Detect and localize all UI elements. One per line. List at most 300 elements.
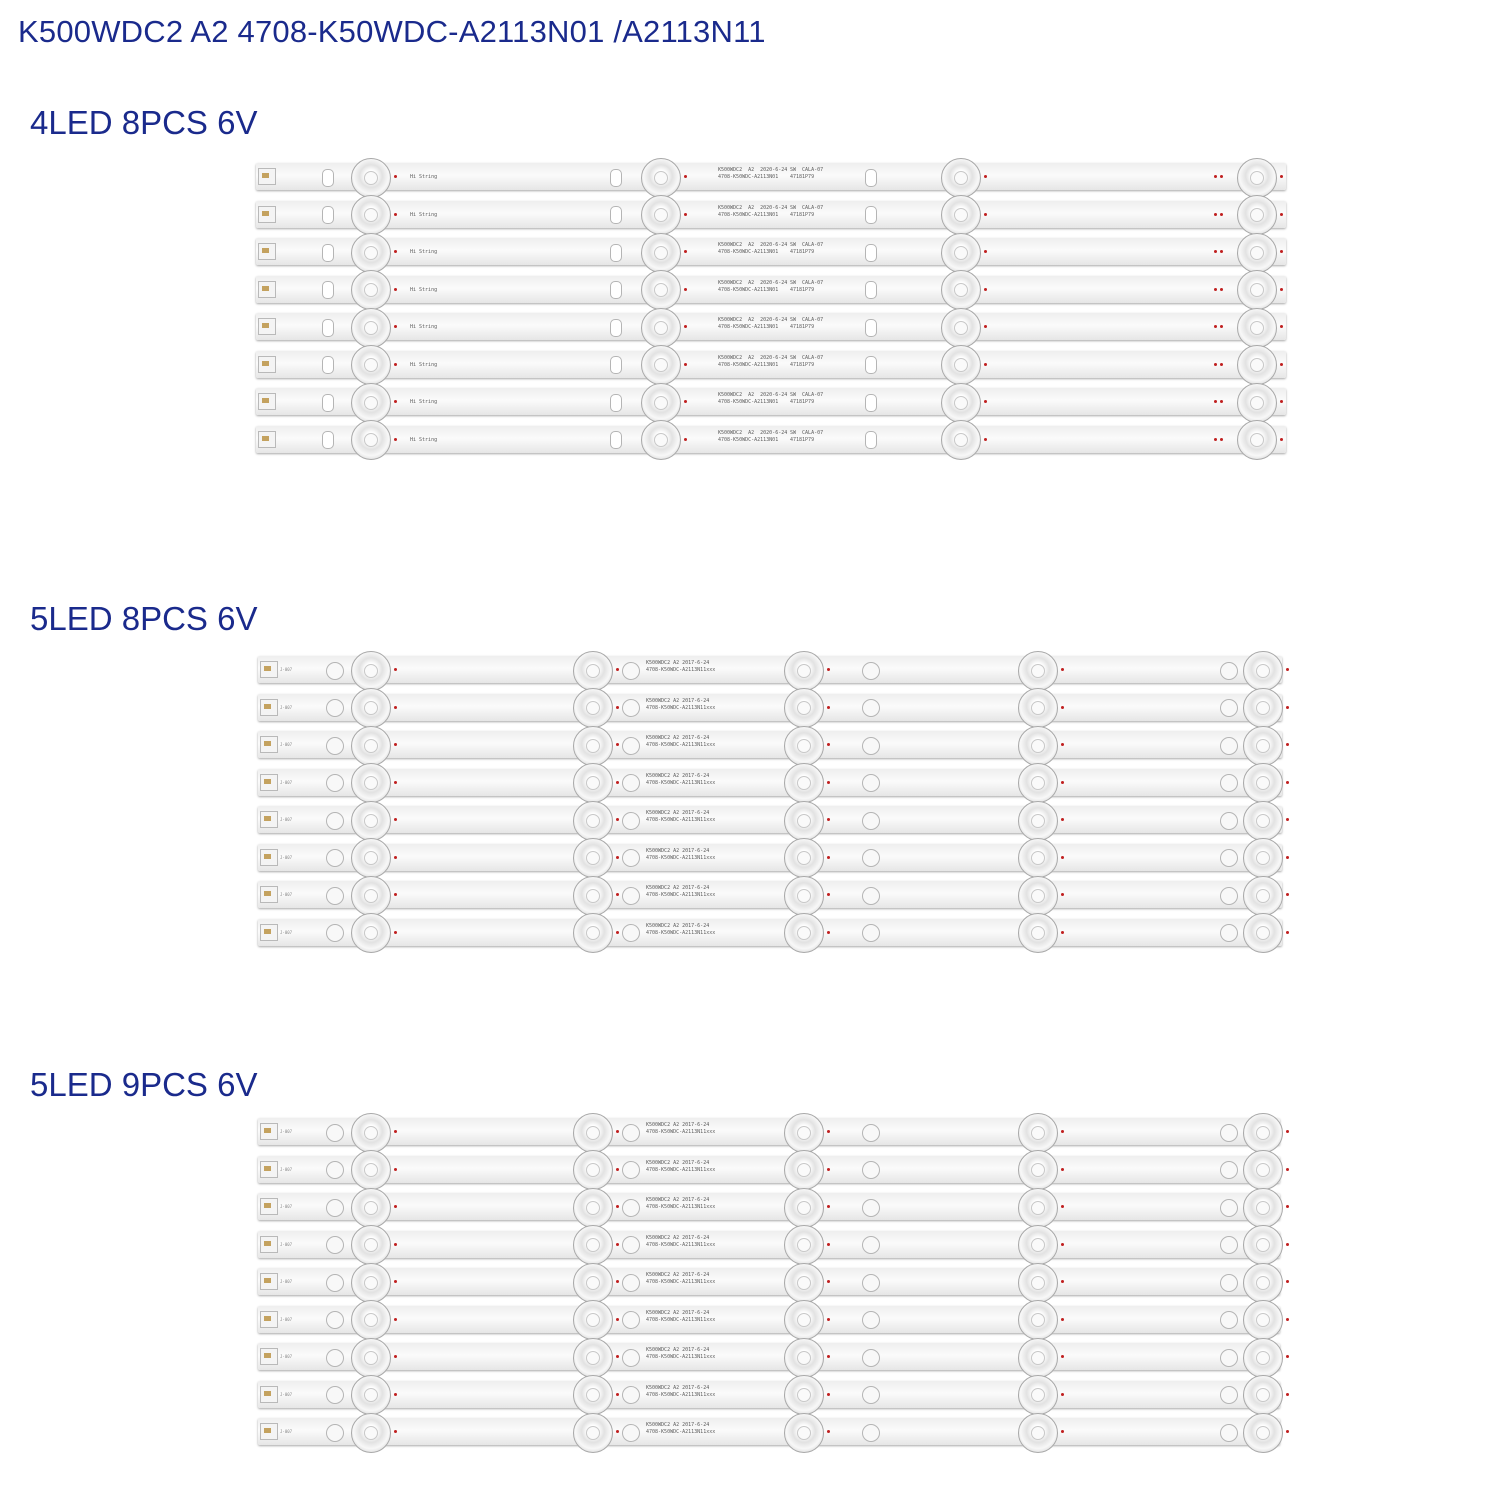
marker-dot-icon <box>1214 175 1217 178</box>
marker-dot-icon <box>1280 363 1283 366</box>
silkscreen-line-2: 4708-K50WDC-A2113N01 <box>718 249 779 255</box>
connector-code: J-007 <box>280 667 293 672</box>
marker-dot-icon <box>1280 325 1283 328</box>
mounting-hole-icon <box>865 431 877 449</box>
silkscreen-code <box>790 242 823 256</box>
mounting-ring-icon <box>326 1311 344 1329</box>
silkscreen-line-1: K500WDC2 A2 2017-6-24 <box>646 1309 710 1316</box>
silkscreen-line-1: K500WDC2 A2 2017-6-24 <box>646 1197 710 1203</box>
led-strip <box>258 1118 1280 1145</box>
marker-dot-icon <box>1286 1318 1289 1321</box>
led-lens-icon <box>1018 1338 1058 1378</box>
silkscreen-line-1: K500WDC2 A2 2017-6-24 <box>646 1159 710 1166</box>
led-lens-icon <box>784 913 824 953</box>
mounting-ring-icon <box>862 1424 880 1442</box>
mounting-ring-icon <box>326 699 344 717</box>
marker-dot-icon <box>616 706 619 709</box>
mounting-ring-icon <box>1220 1199 1238 1217</box>
marker-dot-icon <box>1220 213 1223 216</box>
marker-dot-icon <box>1286 1280 1289 1283</box>
mounting-hole-icon <box>610 394 622 412</box>
silkscreen-label <box>646 698 715 712</box>
silkscreen-code <box>790 167 823 181</box>
marker-dot-icon <box>616 1168 619 1171</box>
marker-dot-icon <box>1286 931 1289 934</box>
marker-dot-icon <box>1061 1130 1064 1133</box>
marker-dot-icon <box>827 668 830 671</box>
silkscreen-line-2: 4708-K50WDC-A2113N11xxx <box>646 742 716 748</box>
connector-code: J-007 <box>280 1354 293 1359</box>
silkscreen-line-1: K500WDC2 A2 2020-6-24 <box>718 242 788 248</box>
mounting-ring-icon <box>1220 1424 1238 1442</box>
marker-dot-icon <box>616 1280 619 1283</box>
silkscreen-line-2: 4708-K50WDC-A2113N11xxx <box>646 1204 716 1210</box>
led-lens-icon <box>573 1413 613 1453</box>
mounting-ring-icon <box>622 849 640 867</box>
marker-dot-icon <box>1214 288 1217 291</box>
silkscreen-line-1: K500WDC2 A2 2017-6-24 <box>646 810 710 816</box>
led-lens-icon <box>1237 345 1277 385</box>
mounting-hole-icon <box>610 206 622 224</box>
marker-dot-icon <box>1286 781 1289 784</box>
mounting-ring-icon <box>326 1349 344 1367</box>
led-lens-icon <box>1243 838 1283 878</box>
marker-dot-icon <box>1280 438 1283 441</box>
silkscreen-line-1: K500WDC2 A2 2017-6-24 <box>646 847 710 854</box>
silkscreen-code-line-1: SW CALA-07 <box>790 354 824 361</box>
led-lens-icon <box>1018 801 1058 841</box>
marker-dot-icon <box>1220 363 1223 366</box>
mounting-ring-icon <box>622 737 640 755</box>
led-lens-icon <box>1243 763 1283 803</box>
mounting-ring-icon <box>862 1386 880 1404</box>
silkscreen-label <box>718 392 787 406</box>
connector-icon <box>260 699 278 716</box>
marker-dot-icon <box>394 781 397 784</box>
marker-dot-icon <box>1286 1243 1289 1246</box>
silkscreen-line-1: K500WDC2 A2 2017-6-24 <box>646 1384 710 1391</box>
led-lens-icon <box>1243 1225 1283 1265</box>
led-lens-icon <box>1018 1225 1058 1265</box>
mounting-hole-icon <box>322 319 334 337</box>
section-label-5led-9pcs: 5LED 9PCS 6V <box>30 1066 258 1103</box>
silkscreen-line-2: 4708-K50WDC-A2113N11xxx <box>646 1129 716 1135</box>
mounting-ring-icon <box>1220 1349 1238 1367</box>
marker-dot-icon <box>1214 438 1217 441</box>
led-lens-icon <box>1243 913 1283 953</box>
led-lens-icon <box>351 913 391 953</box>
mounting-hole-icon <box>610 356 622 374</box>
silkscreen-label <box>646 923 715 937</box>
led-lens-icon <box>1018 1188 1058 1228</box>
mounting-hole-icon <box>865 169 877 187</box>
led-strip <box>258 769 1282 796</box>
silkscreen-label <box>718 317 787 331</box>
silkscreen-code-line-1: SW CALA-07 <box>790 167 824 173</box>
led-lens-icon <box>351 726 391 766</box>
mounting-hole-icon <box>865 394 877 412</box>
silkscreen-line-2: 4708-K50WDC-A2113N11xxx <box>646 929 716 936</box>
marker-dot-icon <box>394 400 397 403</box>
mounting-ring-icon <box>862 924 880 942</box>
led-lens-icon <box>1243 1375 1283 1415</box>
marker-dot-icon <box>394 1393 397 1396</box>
led-lens-icon <box>1243 688 1283 728</box>
silkscreen-line-2: 4708-K50WDC-A2113N01 <box>718 361 779 368</box>
led-strip <box>258 1418 1280 1445</box>
marker-dot-icon <box>1220 250 1223 253</box>
mounting-ring-icon <box>326 1199 344 1217</box>
marker-dot-icon <box>1061 893 1064 896</box>
marker-dot-icon <box>984 213 987 216</box>
mounting-ring-icon <box>1220 1124 1238 1142</box>
marker-dot-icon <box>616 931 619 934</box>
section-label-5led-8pcs: 5LED 8PCS 6V <box>30 600 258 637</box>
led-lens-icon <box>1243 1113 1283 1153</box>
mounting-ring-icon <box>622 1274 640 1292</box>
silkscreen-code <box>790 430 823 444</box>
led-lens-icon <box>941 345 981 385</box>
led-lens-icon <box>351 1113 391 1153</box>
led-lens-icon <box>573 1113 613 1153</box>
mounting-ring-icon <box>326 1274 344 1292</box>
marker-dot-icon <box>1214 363 1217 366</box>
mounting-ring-icon <box>326 1424 344 1442</box>
led-lens-icon <box>941 158 981 198</box>
mounting-ring-icon <box>862 1274 880 1292</box>
led-strip <box>258 919 1282 946</box>
mounting-ring-icon <box>622 924 640 942</box>
led-strip <box>258 806 1282 833</box>
led-lens-icon <box>941 233 981 273</box>
connector-icon <box>260 774 278 791</box>
led-lens-icon <box>573 763 613 803</box>
marker-dot-icon <box>1061 668 1064 671</box>
led-lens-icon <box>1018 913 1058 953</box>
marker-dot-icon <box>1061 1430 1064 1433</box>
silkscreen-line-1: K500WDC2 A2 2017-6-24 <box>646 1422 710 1428</box>
marker-dot-icon <box>1061 1355 1064 1358</box>
silkscreen-label <box>646 1347 715 1361</box>
marker-dot-icon <box>684 213 687 216</box>
marker-dot-icon <box>1286 856 1289 859</box>
led-lens-icon <box>573 876 613 916</box>
connector-icon <box>260 1311 278 1328</box>
led-lens-icon <box>1018 688 1058 728</box>
mounting-ring-icon <box>862 737 880 755</box>
led-lens-icon <box>351 801 391 841</box>
mounting-ring-icon <box>862 849 880 867</box>
led-lens-icon <box>641 308 681 348</box>
led-strip <box>256 163 1286 190</box>
marker-dot-icon <box>394 1243 397 1246</box>
silkscreen-line-1: K500WDC2 A2 2017-6-24 <box>646 1272 710 1278</box>
connector-icon <box>258 281 276 298</box>
led-lens-icon <box>1243 1150 1283 1190</box>
marker-dot-icon <box>684 250 687 253</box>
led-lens-icon <box>641 233 681 273</box>
section-label-4led-8pcs: 4LED 8PCS 6V <box>30 104 258 141</box>
connector-icon <box>258 206 276 223</box>
silkscreen-code <box>790 355 823 369</box>
led-lens-icon <box>573 801 613 841</box>
silkscreen-code-line-2: 47181P79 <box>790 436 815 443</box>
silkscreen-small-text: Hi String <box>410 436 438 443</box>
silkscreen-line-1: K500WDC2 A2 2017-6-24 <box>646 1122 710 1128</box>
led-strip <box>256 388 1286 415</box>
mounting-hole-icon <box>322 206 334 224</box>
mounting-ring-icon <box>326 849 344 867</box>
led-lens-icon <box>1018 726 1058 766</box>
mounting-hole-icon <box>610 281 622 299</box>
silkscreen-code-line-1: SW CALA-07 <box>790 429 824 436</box>
silkscreen-line-2: 4708-K50WDC-A2113N11xxx <box>646 1166 716 1173</box>
led-lens-icon <box>1237 270 1277 310</box>
mounting-ring-icon <box>326 887 344 905</box>
marker-dot-icon <box>1280 250 1283 253</box>
led-lens-icon <box>784 726 824 766</box>
marker-dot-icon <box>1220 400 1223 403</box>
silkscreen-line-1: K500WDC2 A2 2020-6-24 <box>718 167 788 173</box>
silkscreen-code-line-2: 47181P79 <box>790 324 815 330</box>
led-lens-icon <box>573 1338 613 1378</box>
connector-icon <box>258 393 276 410</box>
silkscreen-small-text: Hi String <box>410 174 438 180</box>
led-lens-icon <box>573 651 613 691</box>
led-lens-icon <box>784 1225 824 1265</box>
silkscreen-line-2: 4708-K50WDC-A2113N01 <box>718 324 779 330</box>
connector-icon <box>260 1423 278 1440</box>
marker-dot-icon <box>827 1393 830 1396</box>
marker-dot-icon <box>1061 1318 1064 1321</box>
marker-dot-icon <box>616 781 619 784</box>
mounting-ring-icon <box>862 887 880 905</box>
silkscreen-code <box>790 205 823 219</box>
connector-icon <box>260 661 278 678</box>
mounting-hole-icon <box>865 356 877 374</box>
mounting-ring-icon <box>862 699 880 717</box>
led-lens-icon <box>1243 651 1283 691</box>
silkscreen-line-1: K500WDC2 A2 2020-6-24 <box>718 317 788 323</box>
led-lens-icon <box>351 195 391 235</box>
led-lens-icon <box>351 876 391 916</box>
mounting-ring-icon <box>1220 924 1238 942</box>
mounting-hole-icon <box>610 244 622 262</box>
silkscreen-label <box>646 1310 715 1324</box>
marker-dot-icon <box>616 1318 619 1321</box>
mounting-ring-icon <box>326 737 344 755</box>
marker-dot-icon <box>394 856 397 859</box>
silkscreen-code-line-2: 47181P79 <box>790 249 815 255</box>
led-strip <box>258 1156 1280 1183</box>
title: K500WDC2 A2 4708-K50WDC-A2113N01 /A2113N11 <box>18 14 766 49</box>
led-lens-icon <box>1243 1263 1283 1303</box>
marker-dot-icon <box>1214 400 1217 403</box>
connector-icon <box>260 849 278 866</box>
led-lens-icon <box>351 233 391 273</box>
mounting-ring-icon <box>326 1236 344 1254</box>
silkscreen-line-1: K500WDC2 A2 2017-6-24 <box>646 735 710 741</box>
connector-code: J-007 <box>280 1279 293 1284</box>
mounting-ring-icon <box>1220 849 1238 867</box>
marker-dot-icon <box>1220 288 1223 291</box>
connector-icon <box>260 924 278 941</box>
silkscreen-code-line-1: SW CALA-07 <box>790 317 824 323</box>
silkscreen-line-1: K500WDC2 A2 2017-6-24 <box>646 772 710 779</box>
marker-dot-icon <box>394 1168 397 1171</box>
led-lens-icon <box>784 763 824 803</box>
marker-dot-icon <box>984 325 987 328</box>
led-lens-icon <box>351 383 391 423</box>
led-lens-icon <box>351 1263 391 1303</box>
mounting-ring-icon <box>622 699 640 717</box>
led-strip <box>256 313 1286 340</box>
led-lens-icon <box>573 838 613 878</box>
mounting-ring-icon <box>326 1386 344 1404</box>
silkscreen-line-2: 4708-K50WDC-A2113N11xxx <box>646 854 716 861</box>
led-lens-icon <box>573 1300 613 1340</box>
connector-icon <box>260 1273 278 1290</box>
mounting-ring-icon <box>1220 1274 1238 1292</box>
marker-dot-icon <box>1280 400 1283 403</box>
led-lens-icon <box>1237 158 1277 198</box>
silkscreen-label <box>646 1385 715 1399</box>
marker-dot-icon <box>394 1205 397 1208</box>
marker-dot-icon <box>1214 325 1217 328</box>
marker-dot-icon <box>827 1430 830 1433</box>
marker-dot-icon <box>827 1168 830 1171</box>
marker-dot-icon <box>684 288 687 291</box>
marker-dot-icon <box>394 438 397 441</box>
marker-dot-icon <box>984 400 987 403</box>
mounting-ring-icon <box>1220 1386 1238 1404</box>
mounting-ring-icon <box>622 1311 640 1329</box>
silkscreen-label <box>646 1235 715 1249</box>
mounting-ring-icon <box>1220 662 1238 680</box>
mounting-ring-icon <box>862 1349 880 1367</box>
marker-dot-icon <box>827 856 830 859</box>
silkscreen-label <box>718 167 787 181</box>
marker-dot-icon <box>394 668 397 671</box>
silkscreen-small-text: Hi String <box>410 361 438 368</box>
marker-dot-icon <box>827 1318 830 1321</box>
silkscreen-line-2: 4708-K50WDC-A2113N11xxx <box>646 817 716 823</box>
led-lens-icon <box>641 158 681 198</box>
led-strip <box>258 731 1282 758</box>
mounting-ring-icon <box>862 774 880 792</box>
led-lens-icon <box>1018 651 1058 691</box>
silkscreen-label <box>646 1422 715 1436</box>
silkscreen-label <box>646 660 715 674</box>
silkscreen-code <box>790 280 823 294</box>
silkscreen-label <box>718 355 787 369</box>
marker-dot-icon <box>827 1243 830 1246</box>
connector-icon <box>258 431 276 448</box>
marker-dot-icon <box>1220 438 1223 441</box>
led-lens-icon <box>941 195 981 235</box>
mounting-ring-icon <box>862 1124 880 1142</box>
marker-dot-icon <box>1061 706 1064 709</box>
marker-dot-icon <box>1061 1393 1064 1396</box>
silkscreen-label <box>646 848 715 862</box>
marker-dot-icon <box>394 706 397 709</box>
connector-icon <box>260 1236 278 1253</box>
silkscreen-line-1: K500WDC2 A2 2020-6-24 <box>718 204 788 211</box>
marker-dot-icon <box>616 1355 619 1358</box>
marker-dot-icon <box>616 1205 619 1208</box>
marker-dot-icon <box>394 1430 397 1433</box>
silkscreen-code-line-2: 47181P79 <box>790 399 815 405</box>
marker-dot-icon <box>1220 325 1223 328</box>
marker-dot-icon <box>827 818 830 821</box>
silkscreen-line-2: 4708-K50WDC-A2113N11xxx <box>646 1354 716 1360</box>
silkscreen-small-text: Hi String <box>410 399 438 405</box>
mounting-ring-icon <box>622 1386 640 1404</box>
marker-dot-icon <box>827 706 830 709</box>
led-lens-icon <box>1237 195 1277 235</box>
marker-dot-icon <box>1061 781 1064 784</box>
led-lens-icon <box>941 270 981 310</box>
led-lens-icon <box>941 308 981 348</box>
mounting-hole-icon <box>865 319 877 337</box>
led-lens-icon <box>351 420 391 460</box>
marker-dot-icon <box>1286 668 1289 671</box>
marker-dot-icon <box>1286 743 1289 746</box>
connector-code: J-007 <box>280 1316 293 1322</box>
led-lens-icon <box>941 383 981 423</box>
silkscreen-code-line-2: 47181P79 <box>790 174 815 180</box>
led-strip <box>258 1381 1280 1408</box>
led-strip <box>258 844 1282 871</box>
marker-dot-icon <box>1061 856 1064 859</box>
marker-dot-icon <box>394 1355 397 1358</box>
mounting-hole-icon <box>322 356 334 374</box>
connector-icon <box>258 168 276 185</box>
led-lens-icon <box>351 1225 391 1265</box>
silkscreen-code-line-1: SW CALA-07 <box>790 242 824 248</box>
silkscreen-code-line-2: 47181P79 <box>790 361 815 368</box>
led-lens-icon <box>351 158 391 198</box>
mounting-ring-icon <box>862 1161 880 1179</box>
mounting-hole-icon <box>610 319 622 337</box>
silkscreen-line-2: 4708-K50WDC-A2113N11xxx <box>646 892 716 898</box>
led-lens-icon <box>573 1188 613 1228</box>
mounting-ring-icon <box>862 1199 880 1217</box>
mounting-ring-icon <box>1220 1236 1238 1254</box>
led-lens-icon <box>941 420 981 460</box>
marker-dot-icon <box>1286 1205 1289 1208</box>
led-lens-icon <box>784 1150 824 1190</box>
marker-dot-icon <box>616 668 619 671</box>
connector-icon <box>258 356 276 373</box>
led-lens-icon <box>1243 801 1283 841</box>
silkscreen-code <box>790 317 823 331</box>
connector-code: J-007 <box>280 1166 293 1172</box>
silkscreen-label <box>646 773 715 787</box>
silkscreen-label <box>646 1122 715 1136</box>
silkscreen-line-2: 4708-K50WDC-A2113N11xxx <box>646 1429 716 1435</box>
marker-dot-icon <box>616 893 619 896</box>
led-lens-icon <box>641 270 681 310</box>
silkscreen-label <box>718 280 787 294</box>
led-lens-icon <box>784 1263 824 1303</box>
marker-dot-icon <box>1214 213 1217 216</box>
mounting-ring-icon <box>622 1236 640 1254</box>
mounting-ring-icon <box>1220 887 1238 905</box>
marker-dot-icon <box>394 818 397 821</box>
mounting-ring-icon <box>326 662 344 680</box>
mounting-ring-icon <box>1220 1311 1238 1329</box>
